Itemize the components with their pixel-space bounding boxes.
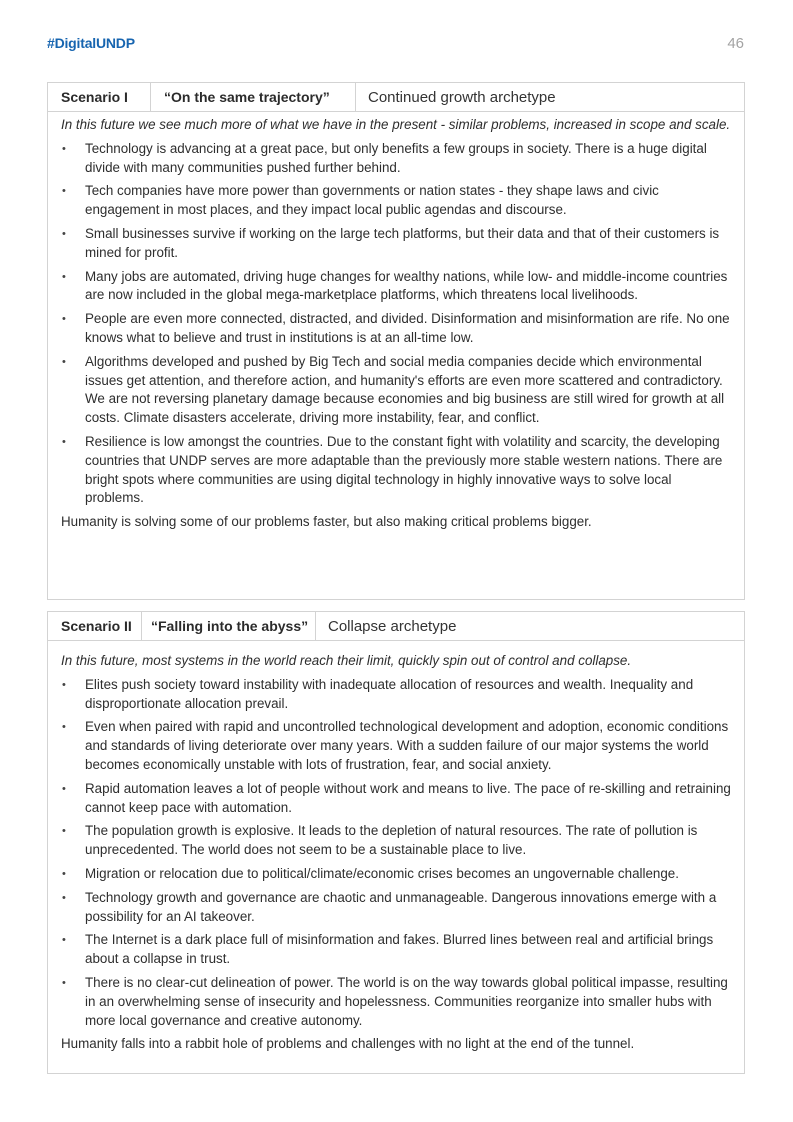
- list-item: [61, 268, 732, 306]
- scenario-body: [48, 641, 744, 1054]
- bullet-icon: •: [62, 270, 66, 283]
- list-item: [61, 889, 732, 927]
- list-item: [61, 353, 732, 428]
- bullet-icon: •: [62, 142, 66, 155]
- list-item-text: Technology growth and governance are chaotic and unmanageable. Dangerous innovations emerge with a possibility for an AI takeover.: [85, 889, 717, 924]
- list-item: [61, 310, 732, 348]
- scenario-header-row: [48, 612, 744, 641]
- bullet-icon: •: [62, 891, 66, 904]
- list-item-text: Migration or relocation due to political/climate/economic crises becomes an ungovernable challenge.: [85, 865, 679, 881]
- list-item-text: There is no clear-cut delineation of power. The world is on the way towards global political impasse, resulting in an overwhelming sense of insecurity and hopelessness. Communities reorganize into smaller hubs with more local governance and creative autonomy.: [85, 974, 728, 1028]
- list-item-text: Algorithms developed and pushed by Big Tech and social media companies decide which environmental issues get attention, and therefore action, and humanity's efforts are even more scattered and contradictory. We are not reversing planetary damage because economies and big business are still wired for growth at all costs. Climate disasters accelerate, driving more instability, fear, and conflict.: [85, 353, 725, 426]
- list-item-text: Small businesses survive if working on the large tech platforms, but their data and that of their customers is mined for profit.: [85, 225, 720, 260]
- scenario-closing: Humanity falls into a rabbit hole of problems and challenges with no light at the end of the tunnel.: [61, 1036, 635, 1052]
- scenario-bullet-list: [61, 140, 732, 508]
- scenario-card-2: [47, 611, 745, 1074]
- list-item-text: The Internet is a dark place full of misinformation and fakes. Blurred lines between real and artificial brings about a collapse in trust.: [85, 932, 714, 967]
- bullet-icon: •: [62, 721, 66, 734]
- bullet-icon: •: [62, 355, 66, 368]
- bullet-icon: •: [62, 782, 66, 795]
- list-item-text: Tech companies have more power than governments or nation states - they shape laws and civic engagement in most places, and they impact local public agendas and discourse.: [85, 183, 659, 218]
- list-item-text: Even when paired with rapid and uncontrolled technological development and adoption, economic conditions and standards of living deteriorate over many years. With a sudden failure of our major systems the world becomes economically unstable with lots of frustration, fear, and social anxiety.: [85, 719, 729, 772]
- scenario-archetype: Continued growth archetype: [368, 88, 556, 106]
- list-item: [61, 140, 732, 178]
- scenario-closing: Humanity is solving some of our problems faster, but also making critical problems bigger.: [61, 514, 592, 530]
- list-item-text: Many jobs are automated, driving huge changes for wealthy nations, while low- and middle-income countries are now included in the global mega-marketplace platforms, which threatens local livelihoods.: [85, 268, 728, 303]
- list-item: [61, 718, 732, 774]
- list-item: [61, 974, 732, 1030]
- bullet-icon: •: [62, 678, 66, 691]
- bullet-icon: •: [62, 867, 66, 880]
- page-number: 46: [727, 35, 744, 52]
- list-item-text: Technology is advancing at a great pace, but only benefits a few groups in society. There is a huge digital divide with many communities pushed further behind.: [85, 140, 707, 175]
- list-item: [61, 822, 732, 860]
- scenario-intro: In this future, most systems in the world reach their limit, quickly spin out of control and collapse.: [61, 653, 632, 668]
- scenario-intro: In this future we see much more of what we have in the present - similar problems, increased in scope and scale.: [61, 117, 731, 132]
- scenario-body: [48, 112, 744, 532]
- bullet-icon: •: [62, 934, 66, 947]
- bullet-icon: •: [62, 227, 66, 240]
- bullet-icon: •: [62, 976, 66, 989]
- scenario-title: “On the same trajectory”: [151, 83, 356, 111]
- bullet-icon: •: [62, 313, 66, 326]
- list-item: [61, 433, 732, 508]
- scenario-bullet-list: [61, 676, 732, 1031]
- bullet-icon: •: [62, 825, 66, 838]
- list-item: [61, 931, 732, 969]
- bullet-icon: •: [62, 185, 66, 198]
- page-header: [47, 35, 744, 55]
- list-item: [61, 225, 732, 263]
- list-item-text: Elites push society toward instability with inadequate allocation of resources and wealth. Inequality and disproportionate allocation prevail.: [85, 676, 694, 711]
- list-item: [61, 865, 732, 884]
- list-item: [61, 780, 732, 818]
- scenario-title: “Falling into the abyss”: [142, 612, 316, 640]
- bullet-icon: •: [62, 435, 66, 448]
- scenario-header-row: [48, 83, 744, 112]
- scenario-label: Scenario I: [48, 83, 151, 111]
- list-item-text: Resilience is low amongst the countries. Due to the constant fight with volatility and scarcity, the developing countries that UNDP serves are more adaptable than the previously more stable western nations. There are bright spots where communities are using digital technology in highly innovative ways to solve local problems.: [85, 433, 723, 506]
- scenario-card-1: [47, 82, 745, 600]
- list-item-text: The population growth is explosive. It leads to the depletion of natural resources. The rate of pollution is unprecedented. The world does not seem to be a sustainable place to live.: [85, 823, 698, 858]
- list-item-text: Rapid automation leaves a lot of people without work and means to live. The pace of re-skilling and retraining cannot keep pace with automation.: [85, 780, 731, 815]
- list-item-text: People are even more connected, distracted, and divided. Disinformation and misinformation are rife. No one knows what to believe and trust in institutions is at an all-time low.: [85, 311, 730, 345]
- list-item: [61, 182, 732, 220]
- list-item: [61, 676, 732, 714]
- brand-hashtag: #DigitalUNDP: [47, 35, 135, 51]
- scenario-archetype: Collapse archetype: [328, 617, 457, 635]
- scenario-label: Scenario II: [48, 612, 142, 640]
